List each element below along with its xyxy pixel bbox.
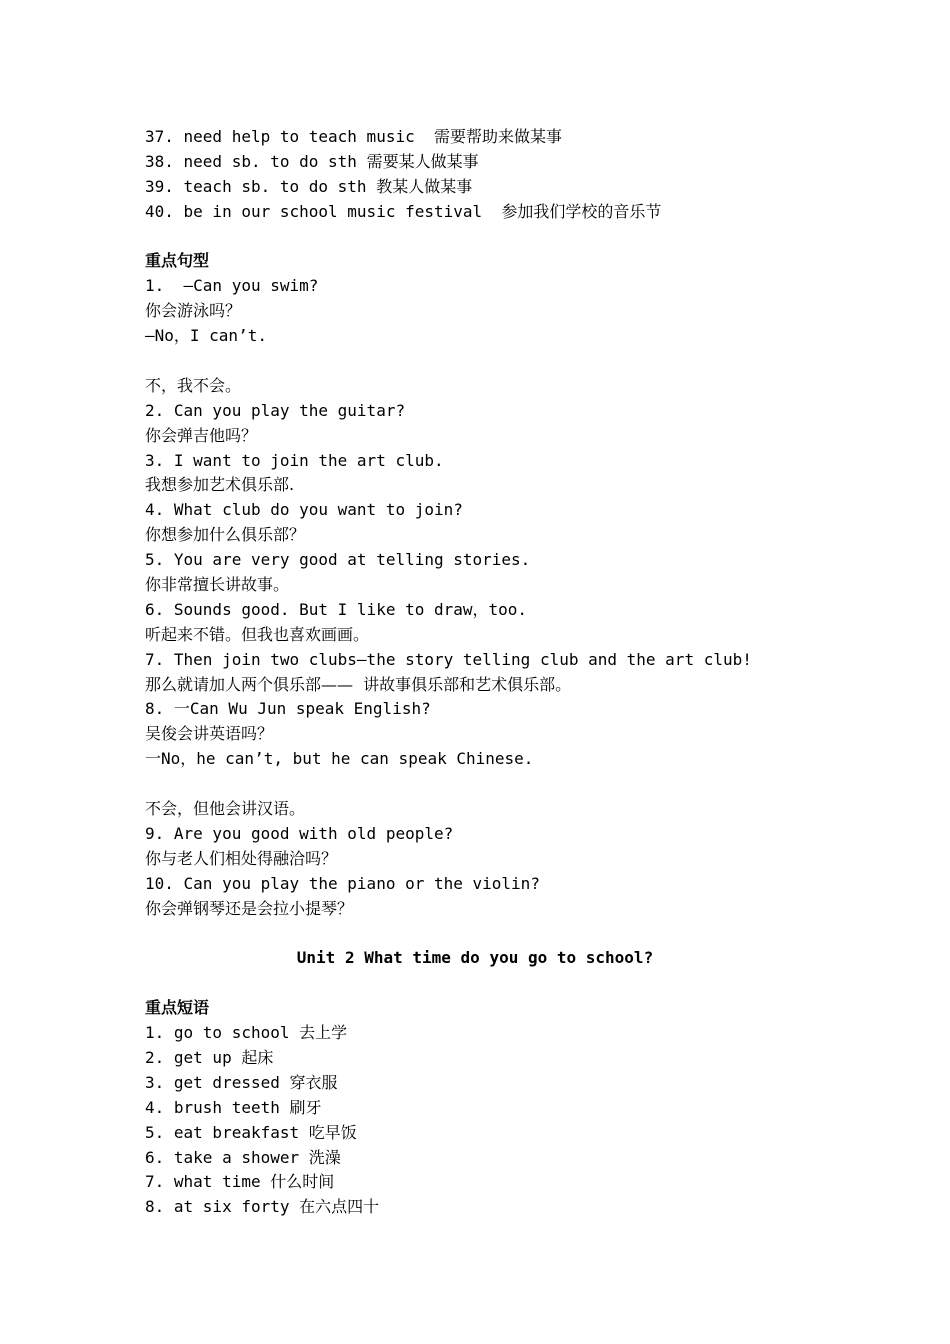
- sentence-line: 你会游泳吗？: [145, 301, 242, 321]
- unit-title: Unit 2 What time do you go to school?: [296, 948, 654, 968]
- unit2-phrase-line: [145, 1021, 845, 1046]
- phrase-cn: 刷牙: [289, 1097, 322, 1117]
- sentence-line: 3. I want to join the art club.: [145, 450, 444, 470]
- phrase-line-38: [145, 150, 845, 175]
- phrase-en: 3. get dressed: [145, 1072, 290, 1092]
- sentence-line: [145, 349, 845, 374]
- phrase-en: 37. need help to teach music: [145, 127, 434, 146]
- phrase-line-40: [145, 200, 845, 225]
- phrase-en: 7. what time: [145, 1172, 271, 1192]
- phrase-en: 39. teach sb. to do sth: [145, 176, 377, 196]
- sentence-line: 4. What club do you want to join?: [145, 500, 463, 520]
- phrase-cn: 参加我们学校的音乐节: [501, 201, 662, 221]
- sentence-line: 你非常擅长讲故事。: [145, 575, 290, 595]
- sentence-line: 听起来不错。但我也喜欢画画。: [145, 624, 370, 644]
- sentence-line: 我想参加艺术俱乐部.: [145, 475, 295, 495]
- sentence-line: 8. 一Can Wu Jun speak English?: [145, 699, 431, 719]
- sentence-line: 你会弹钢琴还是会拉小提琴？: [145, 898, 354, 918]
- spacer: [145, 971, 845, 996]
- unit2-phrase-line: [145, 1096, 845, 1121]
- sentence-line: 你会弹吉他吗？: [145, 425, 258, 445]
- sentence-line: 一No，he can’t, but he can speak Chinese.: [145, 749, 534, 769]
- phrase-cn: 去上学: [299, 1023, 348, 1043]
- section-heading-sentences: 重点句型: [145, 251, 210, 271]
- sentence-line: 9. Are you good with old people?: [145, 823, 454, 843]
- sentence-line: —No，I can’t.: [145, 326, 267, 346]
- phrase-en: 5. eat breakfast: [145, 1122, 309, 1142]
- unit2-phrase-line: [145, 1170, 845, 1195]
- phrase-cn: 穿衣服: [289, 1072, 338, 1092]
- sentence-line: 7. Then join two clubs—the story telling club and the art club!: [145, 649, 752, 669]
- sentence-line: 2. Can you play the guitar?: [145, 400, 406, 420]
- unit2-phrase-line: [145, 1046, 845, 1071]
- spacer: [145, 922, 845, 947]
- unit2-phrase-line: [145, 1121, 845, 1146]
- unit2-phrase-line: [145, 1195, 845, 1220]
- sentence-line: 吴俊会讲英语吗？: [145, 724, 274, 744]
- sentence-line: 不，我不会。: [145, 375, 242, 395]
- phrase-en: 1. go to school: [145, 1023, 300, 1043]
- phrase-en: 38. need sb. to do sth: [145, 151, 367, 171]
- unit2-phrase-line: [145, 1146, 845, 1171]
- unit2-phrase-line: [145, 1071, 845, 1096]
- sentence-line: 你与老人们相处得融洽吗？: [145, 848, 338, 868]
- phrase-line-39: [145, 175, 845, 200]
- phrase-en: 8. at six forty: [145, 1197, 300, 1217]
- sentence-line: 10. Can you play the piano or the violin?: [145, 873, 540, 893]
- sentence-line: 5. You are very good at telling stories.: [145, 550, 531, 570]
- phrase-en: 6. take a shower: [145, 1147, 309, 1167]
- phrase-line-37: [145, 125, 845, 150]
- sentence-line: 你想参加什么俱乐部？: [145, 525, 306, 545]
- phrase-en: 2. get up: [145, 1047, 242, 1067]
- phrase-en: 4. brush teeth: [145, 1097, 290, 1117]
- sentence-line: 不会，但他会讲汉语。: [145, 799, 306, 819]
- phrase-en: 40. be in our school music festival: [145, 201, 502, 221]
- phrase-cn: 起床: [241, 1047, 274, 1067]
- document-page: [145, 125, 845, 1220]
- section-heading-phrases: 重点短语: [145, 998, 210, 1018]
- spacer: [145, 225, 845, 250]
- sentence-line: 1. —Can you swim?: [145, 276, 319, 296]
- phrase-cn: 教某人做某事: [376, 176, 473, 196]
- sentence-line: [145, 772, 845, 797]
- phrase-cn: 什么时间: [270, 1172, 335, 1192]
- sentence-line: 那么就请加人两个俱乐部—— 讲故事俱乐部和艺术俱乐部。: [145, 674, 572, 694]
- sentence-line: 6. Sounds good. But I like to draw，too.: [145, 599, 528, 619]
- phrase-cn: 在六点四十: [299, 1197, 380, 1217]
- phrase-cn: 吃早饭: [308, 1122, 357, 1142]
- phrase-cn: 需要某人做某事: [366, 151, 479, 171]
- phrase-cn: 洗澡: [308, 1147, 341, 1167]
- phrase-cn: 需要帮助来做某事: [433, 127, 562, 146]
